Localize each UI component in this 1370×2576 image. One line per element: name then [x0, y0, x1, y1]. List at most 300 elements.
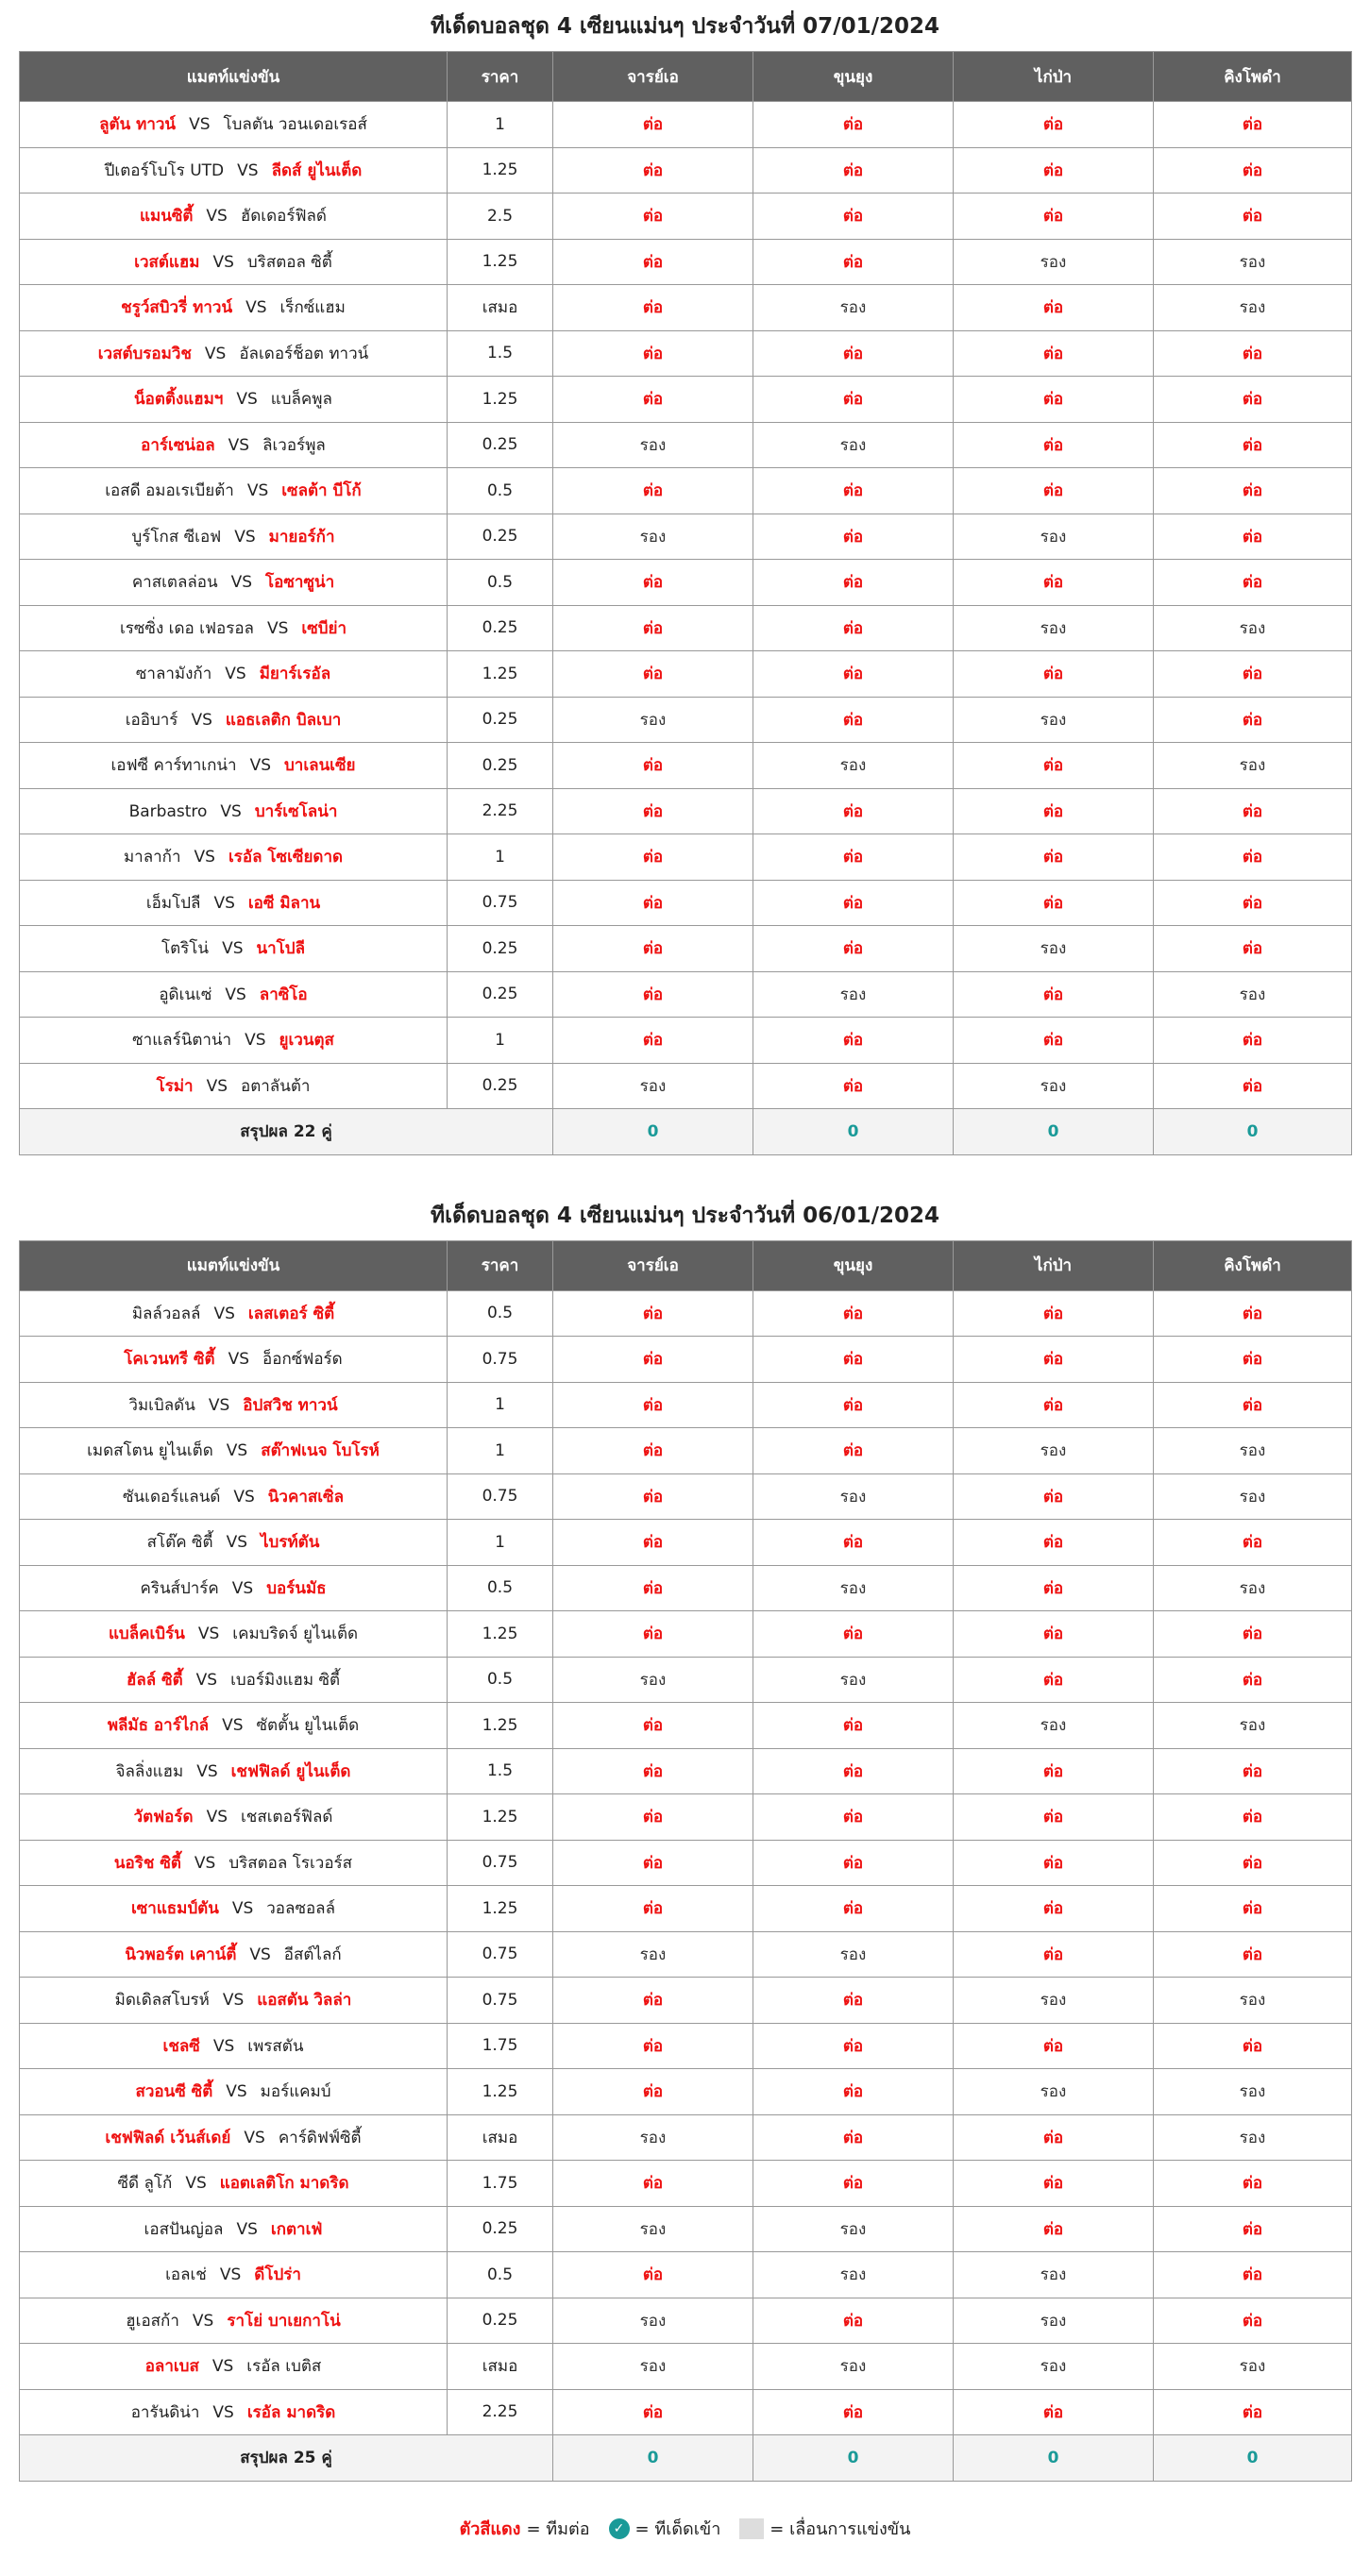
expert-pick-4: รอง — [1154, 1703, 1352, 1749]
match-cell — [20, 926, 448, 972]
expert-pick-3: รอง — [954, 926, 1154, 972]
summary-row — [20, 2435, 1352, 2482]
home-team: จิลลิ่งแฮม — [115, 1761, 184, 1781]
expert-pick-1: ต่อ — [553, 147, 753, 194]
away-team: โอซาซูน่า — [265, 573, 335, 593]
vs-label: VS — [211, 2357, 234, 2377]
match-cell — [20, 2344, 448, 2390]
match-cell — [20, 1063, 448, 1109]
vs-label: VS — [245, 1031, 266, 1051]
expert-pick-2: ต่อ — [753, 514, 954, 560]
match-row — [20, 1840, 1352, 1886]
expert-pick-4: รอง — [1154, 239, 1352, 285]
match-cell — [20, 2161, 448, 2207]
match-cell — [20, 194, 448, 240]
match-cell — [20, 1840, 448, 1886]
expert-pick-2: รอง — [753, 2252, 954, 2298]
vs-label: VS — [206, 1808, 228, 1827]
away-team: นาโปลี — [256, 939, 305, 959]
vs-label: VS — [226, 1441, 248, 1461]
home-team: ซาแลร์นิตาน่า — [132, 1031, 232, 1051]
expert-pick-3: รอง — [954, 2069, 1154, 2115]
vs-label: VS — [192, 2311, 214, 2331]
home-team: น็อตติ้งแฮมฯ — [134, 390, 224, 410]
away-team: บาร์เซโลน่า — [254, 801, 338, 821]
vs-label: VS — [236, 390, 258, 410]
expert-pick-2: ต่อ — [753, 2298, 954, 2344]
summary-count-3 — [954, 1109, 1154, 1155]
section-title: ทีเด็ดบอลชุด 4 เซียนแม่นๆ ประจำวันที่ 06/01/2024 — [430, 1203, 940, 1228]
match-row — [20, 2023, 1352, 2069]
home-team: เชฟฟิลด์ เว้นส์เดย์ — [105, 2128, 231, 2147]
match-row — [20, 788, 1352, 834]
vs-label: VS — [219, 2265, 242, 2285]
price-cell: 0.25 — [448, 1063, 553, 1109]
expert-pick-2: ต่อ — [753, 2161, 954, 2207]
expert-pick-3: รอง — [954, 1703, 1154, 1749]
away-team: เรอัล มาดริด — [246, 2402, 336, 2422]
match-row — [20, 1473, 1352, 1520]
vs-label: VS — [191, 710, 212, 730]
header-match: แมตท์แข่งขัน — [20, 52, 448, 102]
expert-pick-1: ต่อ — [553, 880, 753, 926]
expert-pick-3: ต่อ — [954, 194, 1154, 240]
match-row — [20, 239, 1352, 285]
expert-pick-2: ต่อ — [753, 1794, 954, 1841]
price-cell: 0.25 — [448, 2206, 553, 2252]
away-team: เชฟฟิลด์ ยูไนเต็ด — [230, 1761, 351, 1781]
price-cell: 0.25 — [448, 605, 553, 651]
expert-pick-3: ต่อ — [954, 1565, 1154, 1611]
expert-pick-3: ต่อ — [954, 102, 1154, 148]
expert-pick-3: ต่อ — [954, 1290, 1154, 1337]
legend-box-desc: = เลื่อนการแข่งขัน — [770, 2519, 911, 2539]
header-expert-3: ไก่ป่า — [954, 1240, 1154, 1290]
match-row — [20, 1337, 1352, 1383]
expert-pick-1: ต่อ — [553, 743, 753, 789]
vs-label: VS — [231, 1578, 254, 1598]
away-team: เร็กซ์แฮม — [279, 298, 346, 318]
expert-pick-2: รอง — [753, 1473, 954, 1520]
expert-pick-4: รอง — [1154, 1565, 1352, 1611]
home-team: บูร์โกส ซีเอฟ — [131, 527, 222, 547]
vs-label: VS — [231, 1899, 254, 1919]
match-cell — [20, 1794, 448, 1841]
match-cell — [20, 422, 448, 468]
match-cell — [20, 1337, 448, 1383]
expert-pick-3: รอง — [954, 1978, 1154, 2024]
header-price: ราคา — [448, 52, 553, 102]
match-row — [20, 1748, 1352, 1794]
expert-pick-2: ต่อ — [753, 1337, 954, 1383]
away-team: บริสตอล ซิตี้ — [246, 252, 332, 272]
match-row — [20, 651, 1352, 698]
match-row — [20, 1063, 1352, 1109]
expert-pick-4: ต่อ — [1154, 1018, 1352, 1064]
away-team: บอร์นมัธ — [266, 1578, 327, 1598]
expert-pick-4: รอง — [1154, 2069, 1352, 2115]
expert-pick-1: ต่อ — [553, 2023, 753, 2069]
expert-pick-1: ต่อ — [553, 285, 753, 331]
expert-pick-4: ต่อ — [1154, 2252, 1352, 2298]
expert-pick-4: ต่อ — [1154, 422, 1352, 468]
expert-pick-1: ต่อ — [553, 1520, 753, 1566]
section-title: ทีเด็ดบอลชุด 4 เซียนแม่นๆ ประจำวันที่ 07/01/2024 — [430, 14, 940, 39]
price-cell: เสมอ — [448, 2344, 553, 2390]
match-row — [20, 1428, 1352, 1474]
match-row — [20, 422, 1352, 468]
legend-red-desc: = ทีมต่อ — [526, 2519, 590, 2539]
match-row — [20, 1565, 1352, 1611]
expert-pick-2: ต่อ — [753, 605, 954, 651]
price-cell: 1 — [448, 1382, 553, 1428]
match-row — [20, 697, 1352, 743]
vs-label: VS — [189, 115, 211, 135]
home-team: เอลเช่ — [165, 2265, 207, 2285]
home-team: เซาแธมป์ตัน — [130, 1899, 219, 1919]
expert-pick-1: รอง — [553, 1931, 753, 1978]
home-team: โคเวนทรี ซิตี้ — [124, 1350, 215, 1370]
home-team: อารันดิน่า — [130, 2402, 200, 2422]
match-row — [20, 971, 1352, 1018]
match-row — [20, 2206, 1352, 2252]
expert-pick-2: รอง — [753, 1657, 954, 1703]
expert-pick-3: ต่อ — [954, 1337, 1154, 1383]
expert-pick-3: รอง — [954, 605, 1154, 651]
expert-pick-4: ต่อ — [1154, 2298, 1352, 2344]
expert-pick-4: ต่อ — [1154, 560, 1352, 606]
expert-pick-1: ต่อ — [553, 1794, 753, 1841]
vs-label: VS — [233, 1487, 255, 1507]
summary-count-value: 0 — [1246, 2448, 1259, 2467]
match-cell — [20, 514, 448, 560]
expert-pick-4: ต่อ — [1154, 1657, 1352, 1703]
away-team: อ็อกซ์ฟอร์ด — [262, 1350, 343, 1370]
expert-pick-1: ต่อ — [553, 1018, 753, 1064]
vs-label: VS — [185, 2174, 207, 2194]
expert-pick-4: ต่อ — [1154, 1611, 1352, 1658]
vs-label: VS — [226, 1533, 247, 1553]
expert-pick-1: ต่อ — [553, 377, 753, 423]
match-row — [20, 1611, 1352, 1658]
price-cell: 1.25 — [448, 2069, 553, 2115]
price-cell: 1 — [448, 1018, 553, 1064]
expert-pick-4: รอง — [1154, 1473, 1352, 1520]
match-cell — [20, 1657, 448, 1703]
expert-pick-1: ต่อ — [553, 926, 753, 972]
home-team: เมดสโตน ยูไนเต็ด — [87, 1441, 213, 1461]
expert-pick-3: รอง — [954, 2298, 1154, 2344]
vs-label: VS — [234, 527, 256, 547]
match-cell — [20, 605, 448, 651]
expert-pick-2: ต่อ — [753, 1063, 954, 1109]
expert-pick-4: ต่อ — [1154, 926, 1352, 972]
expert-pick-2: ต่อ — [753, 330, 954, 377]
away-team: โบลตัน วอนเดอเรอส์ — [223, 115, 367, 135]
home-team: สโต๊ค ซิตี้ — [146, 1533, 213, 1553]
expert-pick-4: ต่อ — [1154, 697, 1352, 743]
expert-pick-2: ต่อ — [753, 1018, 954, 1064]
match-cell — [20, 1748, 448, 1794]
summary-count-2 — [753, 1109, 954, 1155]
match-row — [20, 1703, 1352, 1749]
price-cell: 1 — [448, 102, 553, 148]
expert-pick-2: ต่อ — [753, 1748, 954, 1794]
price-cell: 0.25 — [448, 971, 553, 1018]
match-row — [20, 102, 1352, 148]
vs-label: VS — [206, 207, 228, 227]
vs-label: VS — [246, 481, 269, 501]
expert-pick-1: ต่อ — [553, 1978, 753, 2024]
match-cell — [20, 2298, 448, 2344]
expert-pick-3: ต่อ — [954, 1018, 1154, 1064]
home-team: เวสต์แฮม — [134, 252, 200, 272]
home-team: ฮูเอสก้า — [126, 2311, 179, 2331]
expert-pick-2: ต่อ — [753, 1978, 954, 2024]
expert-pick-1: ต่อ — [553, 1748, 753, 1794]
expert-pick-2: ต่อ — [753, 468, 954, 514]
expert-pick-4: รอง — [1154, 743, 1352, 789]
away-team: วอลซอลล์ — [266, 1899, 336, 1919]
expert-pick-1: ต่อ — [553, 2069, 753, 2115]
expert-pick-2: ต่อ — [753, 194, 954, 240]
away-team: อัลเดอร์ช็อต ทาวน์ — [239, 344, 369, 363]
summary-count-value: 0 — [847, 1121, 859, 1141]
home-team: มาลาก้า — [123, 848, 181, 867]
price-cell: 0.75 — [448, 1931, 553, 1978]
vs-label: VS — [206, 1076, 228, 1096]
match-cell — [20, 1886, 448, 1932]
match-row — [20, 605, 1352, 651]
price-cell: 0.75 — [448, 1840, 553, 1886]
expert-pick-2: รอง — [753, 1931, 954, 1978]
match-cell — [20, 880, 448, 926]
match-row — [20, 880, 1352, 926]
expert-pick-3: ต่อ — [954, 788, 1154, 834]
away-team: ยูเวนตุส — [279, 1031, 334, 1051]
home-team: เรซซิ่ง เดอ เฟอรอล — [119, 618, 254, 638]
expert-pick-3: ต่อ — [954, 1520, 1154, 1566]
summary-count-value: 0 — [647, 2448, 659, 2467]
match-cell — [20, 743, 448, 789]
home-team: โรม่า — [156, 1076, 194, 1096]
price-cell: 0.75 — [448, 880, 553, 926]
match-cell — [20, 2389, 448, 2435]
summary-count-value: 0 — [1047, 1121, 1059, 1141]
price-cell: 0.75 — [448, 1473, 553, 1520]
match-row — [20, 1520, 1352, 1566]
match-row — [20, 2069, 1352, 2115]
away-team: สต๊าฟเนจ โบโรห์ — [261, 1441, 380, 1461]
away-team: คาร์ดิฟฟ์ซิตี้ — [278, 2128, 362, 2147]
expert-pick-2: ต่อ — [753, 880, 954, 926]
expert-pick-1: ต่อ — [553, 1703, 753, 1749]
away-team: แบล็คพูล — [270, 390, 332, 410]
match-row — [20, 1018, 1352, 1064]
price-cell: 0.5 — [448, 1657, 553, 1703]
expert-pick-3: ต่อ — [954, 2206, 1154, 2252]
expert-pick-2: ต่อ — [753, 1886, 954, 1932]
expert-pick-4: ต่อ — [1154, 1063, 1352, 1109]
home-team: วัตฟอร์ด — [133, 1808, 194, 1827]
header-match: แมตท์แข่งขัน — [20, 1240, 448, 1290]
price-cell: 1.25 — [448, 239, 553, 285]
away-team: อีสต์ไลก์ — [283, 1945, 342, 1964]
header-expert-2: ขุนยุง — [753, 1240, 954, 1290]
match-row — [20, 1794, 1352, 1841]
vs-label: VS — [194, 1853, 216, 1873]
match-cell — [20, 1290, 448, 1337]
away-team: แอตเลติโก มาดริด — [219, 2174, 349, 2194]
match-cell — [20, 834, 448, 881]
match-cell — [20, 1978, 448, 2024]
expert-pick-3: ต่อ — [954, 880, 1154, 926]
home-team: วิมเบิลดัน — [128, 1395, 195, 1415]
results-section — [0, 0, 1370, 1155]
expert-pick-1: ต่อ — [553, 1611, 753, 1658]
away-team: อิปสวิช ทาวน์ — [243, 1395, 338, 1415]
home-team: เอ็มโปลี — [145, 893, 201, 913]
expert-pick-4: ต่อ — [1154, 1886, 1352, 1932]
match-row — [20, 2114, 1352, 2161]
price-cell: 0.25 — [448, 926, 553, 972]
expert-pick-2: ต่อ — [753, 697, 954, 743]
expert-pick-2: ต่อ — [753, 1703, 954, 1749]
price-cell: 1.75 — [448, 2161, 553, 2207]
away-team: ฮัดเดอร์ฟิลด์ — [240, 207, 327, 227]
home-team: ปีเตอร์โบโร UTD — [104, 160, 225, 180]
expert-pick-1: รอง — [553, 1063, 753, 1109]
expert-pick-4: ต่อ — [1154, 330, 1352, 377]
price-cell: 0.25 — [448, 422, 553, 468]
match-row — [20, 834, 1352, 881]
expert-pick-3: ต่อ — [954, 560, 1154, 606]
expert-pick-2: ต่อ — [753, 834, 954, 881]
expert-pick-4: ต่อ — [1154, 1840, 1352, 1886]
expert-pick-2: รอง — [753, 2206, 954, 2252]
match-cell — [20, 1565, 448, 1611]
summary-count-1 — [553, 2435, 753, 2482]
home-team: Barbastro — [128, 801, 208, 821]
expert-pick-2: รอง — [753, 285, 954, 331]
home-team: เอสดี อมอเรเบียต้า — [105, 481, 234, 501]
expert-pick-3: ต่อ — [954, 2114, 1154, 2161]
expert-pick-4: ต่อ — [1154, 468, 1352, 514]
expert-pick-1: รอง — [553, 1657, 753, 1703]
match-cell — [20, 1611, 448, 1658]
away-team: เบอร์มิงแฮม ซิตี้ — [230, 1670, 341, 1690]
expert-pick-4: ต่อ — [1154, 377, 1352, 423]
legend-red-text: ตัวสีแดง — [459, 2519, 521, 2539]
vs-label: VS — [245, 298, 267, 318]
home-team: ชรูว์สบิวรี่ ทาวน์ — [121, 298, 233, 318]
expert-pick-1: รอง — [553, 2114, 753, 2161]
price-cell: 0.25 — [448, 697, 553, 743]
expert-pick-1: ต่อ — [553, 2389, 753, 2435]
expert-pick-4: ต่อ — [1154, 1290, 1352, 1337]
match-cell — [20, 330, 448, 377]
expert-pick-2: ต่อ — [753, 102, 954, 148]
home-team: เอสปันญ่อล — [144, 2219, 224, 2239]
home-team: ฮัลล์ ซิตี้ — [126, 1670, 183, 1690]
match-cell — [20, 788, 448, 834]
away-team: เกตาเฟ่ — [270, 2219, 323, 2239]
match-cell — [20, 102, 448, 148]
match-cell — [20, 1703, 448, 1749]
match-cell — [20, 1520, 448, 1566]
expert-pick-3: ต่อ — [954, 1657, 1154, 1703]
expert-pick-2: ต่อ — [753, 788, 954, 834]
away-team: เพรสตัน — [247, 2036, 304, 2056]
match-cell — [20, 285, 448, 331]
price-cell: 2.5 — [448, 194, 553, 240]
check-icon: ✓ — [609, 2518, 630, 2539]
results-table — [19, 1240, 1352, 2482]
results-section — [0, 1189, 1370, 2482]
expert-pick-4: ต่อ — [1154, 514, 1352, 560]
price-cell: 0.5 — [448, 1290, 553, 1337]
header-expert-3: ไก่ป่า — [954, 52, 1154, 102]
expert-pick-3: ต่อ — [954, 147, 1154, 194]
match-row — [20, 1382, 1352, 1428]
expert-pick-2: ต่อ — [753, 1382, 954, 1428]
expert-pick-4: ต่อ — [1154, 2206, 1352, 2252]
expert-pick-1: รอง — [553, 514, 753, 560]
price-cell: 0.5 — [448, 468, 553, 514]
vs-label: VS — [228, 435, 250, 455]
vs-label: VS — [228, 1350, 250, 1370]
away-team: แอธเลติก บิลเบา — [225, 710, 342, 730]
home-team: มิลล์วอลล์ — [131, 1304, 201, 1323]
price-cell: 0.25 — [448, 514, 553, 560]
vs-label: VS — [213, 1304, 235, 1323]
home-team: เอฟซี คาร์ทาเกน่า — [110, 756, 237, 776]
expert-pick-1: รอง — [553, 422, 753, 468]
expert-pick-4: ต่อ — [1154, 1382, 1352, 1428]
header-row — [20, 1240, 1352, 1290]
expert-pick-4: ต่อ — [1154, 651, 1352, 698]
price-cell: 1.25 — [448, 1611, 553, 1658]
expert-pick-3: ต่อ — [954, 285, 1154, 331]
results-table — [19, 51, 1352, 1155]
price-cell: 0.5 — [448, 2252, 553, 2298]
price-cell: 0.25 — [448, 743, 553, 789]
away-team: มายอร์ก้า — [268, 527, 335, 547]
expert-pick-2: รอง — [753, 2344, 954, 2390]
expert-pick-4: ต่อ — [1154, 102, 1352, 148]
expert-pick-1: ต่อ — [553, 2252, 753, 2298]
vs-label: VS — [237, 160, 259, 180]
expert-pick-1: ต่อ — [553, 651, 753, 698]
home-team: นอริช ซิตี้ — [113, 1853, 181, 1873]
vs-label: VS — [196, 1761, 218, 1781]
away-team: ดีโปร่า — [254, 2265, 301, 2285]
home-team: เออิบาร์ — [125, 710, 178, 730]
away-team: ราโย่ บาเยกาโน่ — [227, 2311, 341, 2331]
away-team: มียาร์เรอัล — [259, 665, 331, 684]
home-team: ซาลามังก้า — [135, 665, 212, 684]
match-cell — [20, 147, 448, 194]
expert-pick-2: ต่อ — [753, 651, 954, 698]
match-row — [20, 514, 1352, 560]
expert-pick-4: ต่อ — [1154, 880, 1352, 926]
vs-label: VS — [222, 939, 244, 959]
away-team: ลาซิโอ — [259, 985, 308, 1004]
expert-pick-3: ต่อ — [954, 1611, 1154, 1658]
price-cell: 0.75 — [448, 1337, 553, 1383]
expert-pick-1: ต่อ — [553, 102, 753, 148]
header-expert-4: คิงโพดำ — [1154, 1240, 1352, 1290]
